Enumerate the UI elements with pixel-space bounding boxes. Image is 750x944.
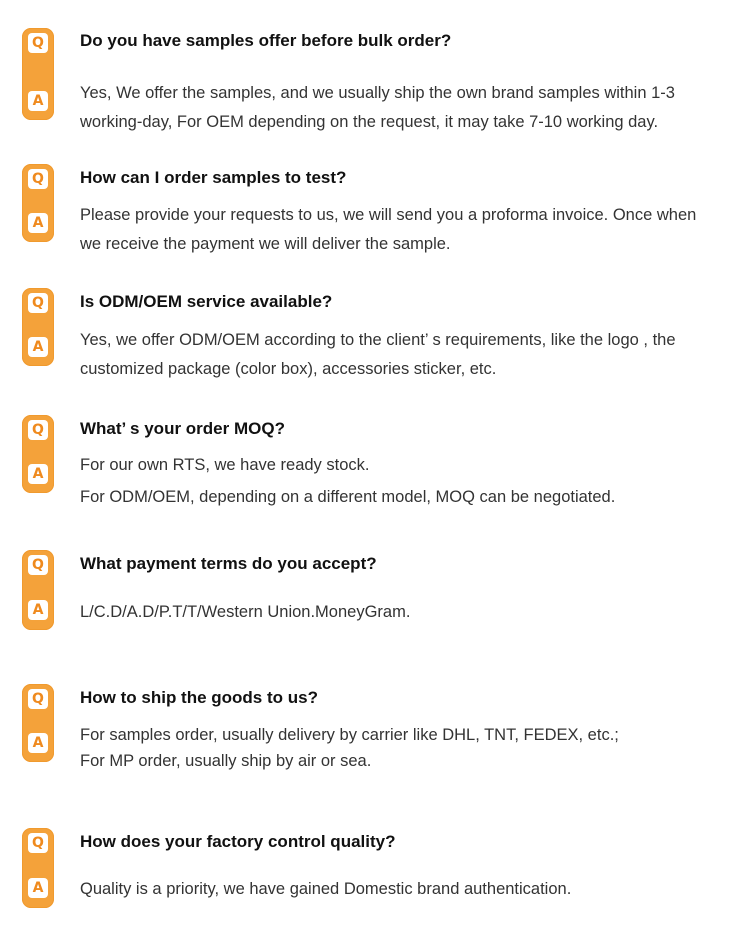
a-icon: A: [28, 337, 48, 357]
qa-badge-icon: [22, 415, 54, 493]
a-icon: A: [28, 91, 48, 111]
faq-question: How to ship the goods to us?: [80, 688, 318, 707]
a-icon: A: [28, 464, 48, 484]
qa-badge-icon: [22, 288, 54, 366]
q-icon: Q: [28, 33, 48, 53]
qa-badge-icon: [22, 828, 54, 908]
faq-answer-line: customized package (color box), accessories sticker, etc.: [80, 360, 497, 378]
faq-answer-line: For ODM/OEM, depending on a different model, MOQ can be negotiated.: [80, 488, 616, 506]
faq-question: How can I order samples to test?: [80, 168, 347, 187]
q-icon: Q: [28, 420, 48, 440]
faq-answer: [80, 326, 676, 384]
faq-answer-line: L/C.D/A.D/P.T/T/Western Union.MoneyGram.: [80, 603, 411, 621]
qa-badge-icon: [22, 164, 54, 242]
qa-badge-icon: [22, 28, 54, 120]
faq-question: What payment terms do you accept?: [80, 554, 377, 573]
a-icon: A: [28, 733, 48, 753]
q-icon: Q: [28, 689, 48, 709]
faq-answer-line: For MP order, usually ship by air or sea.: [80, 752, 372, 770]
faq-answer: [80, 598, 410, 626]
faq-answer-line: For samples order, usually delivery by carrier like DHL, TNT, FEDEX, etc.;: [80, 726, 619, 744]
qa-badge-icon: [22, 684, 54, 762]
a-icon: A: [28, 213, 48, 233]
faq-answer: [80, 79, 675, 137]
faq-answer: [80, 722, 619, 774]
faq-answer-line: Please provide your requests to us, we will send you a proforma invoice. Once when: [80, 206, 697, 224]
faq-question: Do you have samples offer before bulk order?: [80, 31, 452, 50]
faq-answer: [80, 875, 571, 903]
q-icon: Q: [28, 833, 48, 853]
faq-question: How does your factory control quality?: [80, 832, 396, 851]
faq-answer-line: working-day, For OEM depending on the request, it may take 7-10 working day.: [80, 113, 659, 131]
q-icon: Q: [28, 555, 48, 575]
faq-answer-line: For our own RTS, we have ready stock.: [80, 456, 370, 474]
qa-badge-icon: [22, 550, 54, 630]
faq-question: What’ s your order MOQ?: [80, 419, 285, 438]
faq-answer: [80, 201, 696, 259]
q-icon: Q: [28, 169, 48, 189]
faq-answer-line: Yes, we offer ODM/OEM according to the client’ s requirements, like the logo , the: [80, 331, 676, 349]
q-icon: Q: [28, 293, 48, 313]
faq-question: Is ODM/OEM service available?: [80, 292, 333, 311]
faq-answer: [80, 449, 615, 513]
faq-answer-line: Quality is a priority, we have gained Domestic brand authentication.: [80, 880, 572, 898]
a-icon: A: [28, 600, 48, 620]
a-icon: A: [28, 878, 48, 898]
faq-answer-line: Yes, We offer the samples, and we usually ship the own brand samples within 1-3: [80, 84, 675, 102]
faq-answer-line: we receive the payment we will deliver the sample.: [80, 235, 451, 253]
